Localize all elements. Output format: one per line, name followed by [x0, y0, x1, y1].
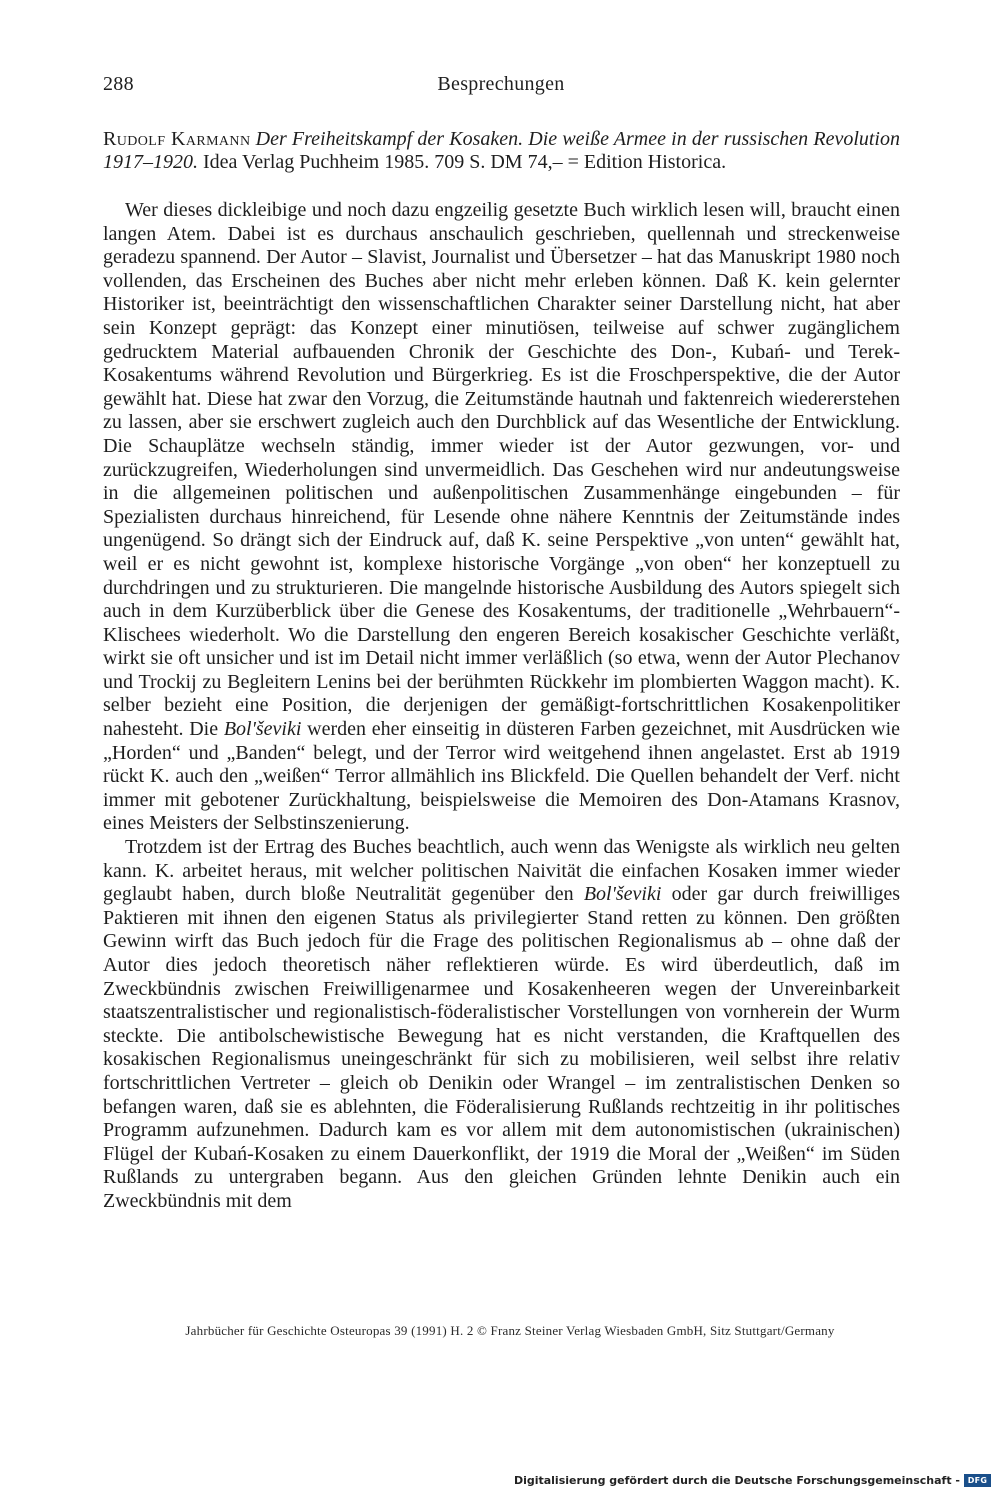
dfg-logo-icon: DFG: [964, 1474, 991, 1487]
running-head: Besprechungen: [437, 73, 565, 95]
publication-details: Idea Verlag Puchheim 1985. 709 S. DM 74,– = Edition Historica.: [203, 151, 727, 173]
digitization-text: Digitalisierung gefördert durch die Deutsche Forschungsgemeinschaft -: [513, 1474, 960, 1487]
italic-term: Bol'ševiki: [223, 718, 302, 741]
paragraph-text: werden eher einseitig in düsteren Farben gezeichnet, mit Ausdrücken wie „Horden“ und „Banden“ belegt, und der Terror wird weitgehend ihnen angelastet. Erst ab 1919 rückt K. auch den „weißen“ Terror allmählich ins Blickfeld. Die Quellen behandelt der Verf. nicht immer mit gebotener Zurückhaltung, beispielsweise die Memoiren des Don-Atamans Krasnov, eines Meisters der Selbstinszenierung.: [103, 718, 901, 835]
journal-footer: Jahrbücher für Geschichte Osteuropas 39 (1991) H. 2 © Franz Steiner Verlag Wiesbaden GmbH, Sitz Stuttgart/Germany: [185, 1323, 835, 1338]
paragraph-text: Wer dieses dickleibige und noch dazu engzeilig gesetzte Buch wirklich lesen will, braucht einen langen Atem. Dabei ist es durchaus anschaulich geschrieben, quellennah und streckenweise geradezu spannend. Der Autor – Slavist, Journalist und Übersetzer – hat das Manuskript 1980 noch vollenden, das Erscheinen des Buches aber nicht mehr erleben können. Daß K. kein gelernter Historiker ist, beeinträchtigt den wissenschaftlichen Charakter seiner Darstellung nicht, hat aber sein Konzept geprägt: das Konzept einer minutiösen, teilweise auf schwer zugänglichem gedrucktem Material aufbauenden Chronik der Geschichte des Don-, Kubań- und Terek-Kosakentums während Revolution und Bürgerkrieg. Es ist die Froschperspektive, die der Autor gewählt hat. Diese hat zwar den Vorzug, die Zeitumstände hautnah und faktenreich wiedererstehen zu lassen, aber sie erschwert zugleich auch den Durchblick auf das Wesentliche der Entwicklung. Die Schauplätze wechseln ständig, immer wieder ist der Autor gezwungen, vor- und zurückzugreifen, Wiederholungen sind unvermeidlich. Das Geschehen wird nur andeutungsweise in die allgemeinen politischen und außenpolitischen Zusammenhänge eingebunden – für Spezialisten durchaus hinreichend, für Lesende ohne nähere Kenntnis der Zeitumstände indes ungenügend. So drängt sich der Eindruck auf, daß K. seine Perspektive „von unten“ gewählt hat, weil er es nicht gewohnt ist, komplexe historische Vorgänge „von oben“ her konzeptuell zu durchdringen und zu strukturieren. Die mangelnde historische Ausbildung des Autors spiegelt sich auch in dem Kurzüberblick über die Genese des Kosakentums, der traditionelle „Wehrbauern“-Klischees wiederholt. Wo die Darstellung den engeren Bereich kosakischer Geschichte verläßt, wirkt sie oft unsicher und ist im Detail nicht immer verläßlich (so etwa, wenn der Autor Plechanov und Trockij zu Begleitern Lenins bei der berühmten Rückkehr im plombierten Waggon macht). K. selber bezieht eine Position, die derjenigen der gemäßigt-fortschrittlichen Kosakenpolitiker nahesteht. Die: [103, 199, 900, 741]
reviewed-author: Rudolf Karmann: [103, 128, 251, 150]
paragraph: [103, 199, 900, 836]
paragraph-text: Trotzdem ist der Ertrag des Buches beachtlich, auch wenn das Wenigste als wirklich neu gelten kann. K. arbeitet heraus, mit welcher politischen Naivität die einfachen Kosaken immer wieder geglaubt haben, durch bloße Neutralität gegenüber den: [103, 836, 900, 906]
review-citation: [103, 128, 900, 174]
page-number: 288: [103, 73, 134, 95]
review-body: [103, 199, 900, 1214]
paragraph: [103, 836, 900, 1214]
reviewed-title: Der Freiheitskampf der Kosaken. Die weiße Armee in der russischen Revolution 1917–1920.: [103, 128, 900, 173]
paragraph-text: oder gar durch freiwilliges Paktieren mit ihnen den eigenen Status als privilegierter Stand retten zu können. Den größten Gewinn wirft das Buch jedoch für die Frage des politischen Regionalismus ab – ohne daß der Autor dies jedoch theoretisch näher reflektieren würde. Es wird überdeutlich, daß im Zweckbündnis zwischen Freiwilligenarmee und Kosakenheeren wegen der Unvereinbarkeit staatszentralistischer und regionalistisch-föderalistischer Vorstellungen von vornherein der Wurm steckte. Die antibolschewistische Bewegung hat es nicht verstanden, die Kraftquellen des kosakischen Regionalismus uneingeschränkt für sich zu mobilisieren, weil selbst ihre relativ fortschrittlichen Vertreter – gleich ob Denikin oder Wrangel – im zentralistischen Denken so befangen waren, daß sie es ablehnten, die Föderalisierung Rußlands rechtzeitig in ihr politisches Programm aufzunehmen. Dadurch kam es vor allem mit dem autonomistischen (ukrainischen) Flügel der Kubań-Kosaken zu einem Dauerkonflikt, der 1919 die Moral der „Weißen“ im Süden Rußlands zu untergraben begann. Aus den gleichen Gründen lehnte Denikin auch ein Zweckbündnis mit dem: [103, 883, 901, 1212]
italic-term: Bol'ševiki: [583, 883, 662, 906]
digitization-notice: [514, 1474, 991, 1487]
